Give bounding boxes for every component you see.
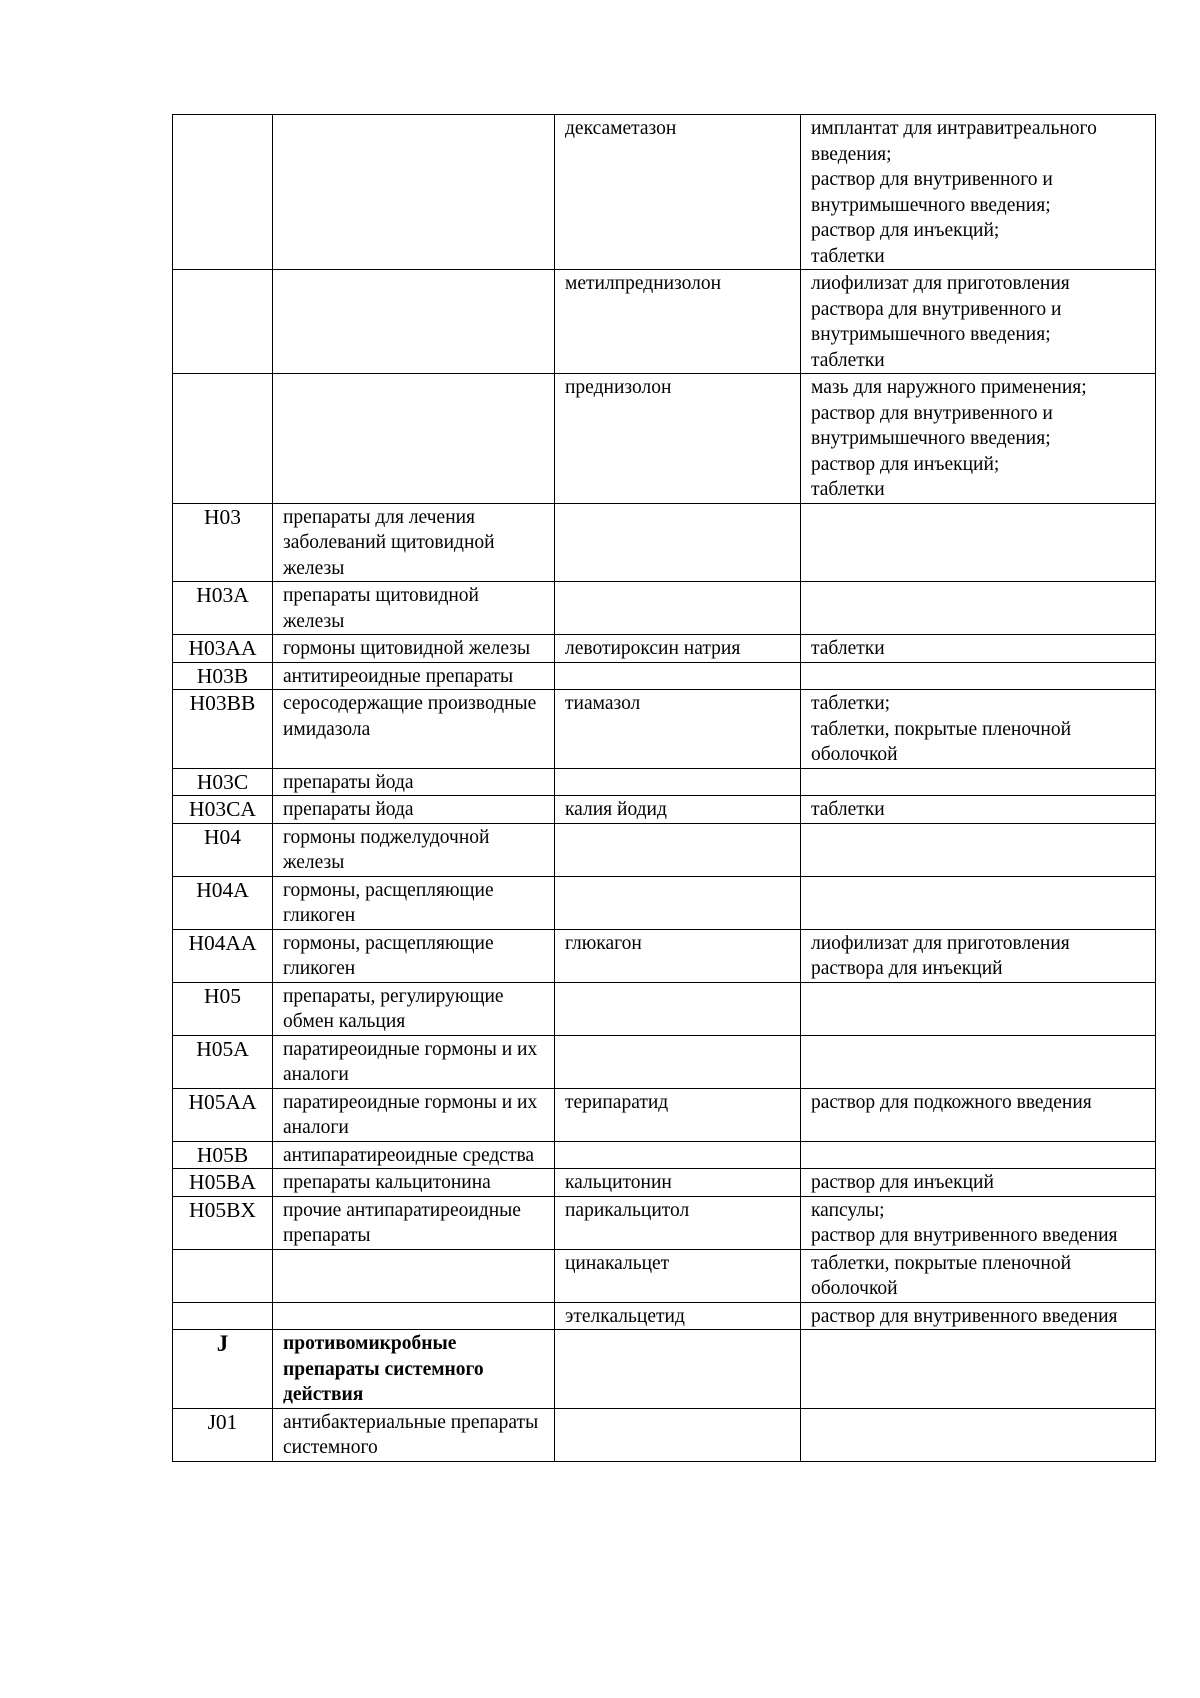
dosage-forms-cell <box>801 662 1156 690</box>
dosage-forms-cell <box>801 635 1156 663</box>
dosage-forms-cell <box>801 1330 1156 1409</box>
atc-group-cell: препараты для лечения заболеваний щитовидной железы <box>273 503 555 582</box>
drug-name-cell <box>555 503 801 582</box>
atc-code-cell: H05A <box>173 1035 273 1088</box>
atc-group-cell <box>273 1249 555 1302</box>
atc-code-cell <box>173 115 273 270</box>
dosage-forms-cell <box>801 1088 1156 1141</box>
table-row <box>173 1088 1156 1141</box>
dosage-forms-cell <box>801 1035 1156 1088</box>
atc-code-cell: H03B <box>173 662 273 690</box>
dosage-form-line: имплантат для интравитреального введения; <box>811 118 1097 165</box>
dosage-forms-cell <box>801 768 1156 796</box>
dosage-forms-cell <box>801 1169 1156 1197</box>
dosage-form-line: лиофилизат для приготовления раствора для внутривенного и внутримышечного введения; <box>811 273 1070 345</box>
atc-group-cell: паратиреоидные гормоны и их аналоги <box>273 1035 555 1088</box>
dosage-form-line: таблетки, покрытые пленочной оболочкой <box>811 1252 1072 1299</box>
drug-name-cell: кальцитонин <box>555 1169 801 1197</box>
drug-name-cell: дексаметазон <box>555 115 801 270</box>
dosage-form-line: раствор для инъекций <box>811 1172 994 1193</box>
atc-code-cell <box>173 374 273 504</box>
atc-group-cell: препараты, регулирующие обмен кальция <box>273 982 555 1035</box>
dosage-forms-cell <box>801 929 1156 982</box>
atc-group-cell: противомикробные препараты системного действия <box>273 1330 555 1409</box>
drug-name-cell <box>555 982 801 1035</box>
dosage-form-line: таблетки; <box>811 693 891 714</box>
atc-code-cell: H03BB <box>173 690 273 769</box>
table-row <box>173 582 1156 635</box>
drug-name-cell: метилпреднизолон <box>555 270 801 374</box>
atc-group-cell: препараты кальцитонина <box>273 1169 555 1197</box>
dosage-form-line: раствор для инъекций; <box>811 220 1000 241</box>
atc-group-cell: препараты йода <box>273 768 555 796</box>
atc-code-cell <box>173 270 273 374</box>
dosage-forms-cell <box>801 1141 1156 1169</box>
dosage-form-line: раствор для внутривенного введения <box>811 1225 1118 1246</box>
drug-name-cell: этелкальцетид <box>555 1302 801 1330</box>
dosage-forms-cell <box>801 823 1156 876</box>
atc-group-cell <box>273 115 555 270</box>
table-body <box>173 115 1156 1462</box>
atc-code-cell: H05B <box>173 1141 273 1169</box>
atc-code-cell: H04AA <box>173 929 273 982</box>
drug-name-cell: глюкагон <box>555 929 801 982</box>
drug-name-cell: калия йодид <box>555 796 801 824</box>
atc-code-cell: H04A <box>173 876 273 929</box>
atc-group-cell <box>273 374 555 504</box>
dosage-form-line: раствор для подкожного введения <box>811 1091 1092 1113</box>
dosage-forms-cell <box>801 982 1156 1035</box>
table-row <box>173 768 1156 796</box>
drug-name-cell: левотироксин натрия <box>555 635 801 663</box>
atc-group-cell: гормоны поджелудочной железы <box>273 823 555 876</box>
dosage-form-line: таблетки <box>811 479 885 500</box>
drug-name-cell <box>555 1330 801 1409</box>
table-row <box>173 929 1156 982</box>
table-row <box>173 662 1156 690</box>
dosage-form-line: мазь для наружного применения; <box>811 377 1087 398</box>
atc-group-cell: антибактериальные препараты системного <box>273 1408 555 1461</box>
atc-group-cell <box>273 1302 555 1330</box>
atc-group-cell <box>273 270 555 374</box>
atc-group-cell: гормоны щитовидной железы <box>273 635 555 663</box>
drug-name-cell <box>555 1408 801 1461</box>
atc-code-cell: H03A <box>173 582 273 635</box>
atc-code-cell: H03AA <box>173 635 273 663</box>
atc-group-cell: препараты йода <box>273 796 555 824</box>
dosage-forms-cell <box>801 690 1156 769</box>
atc-group-cell: препараты щитовидной железы <box>273 582 555 635</box>
atc-code-cell <box>173 1302 273 1330</box>
table-row <box>173 1196 1156 1249</box>
atc-group-cell: антитиреоидные препараты <box>273 662 555 690</box>
atc-group-cell: гормоны, расщепляющие гликоген <box>273 876 555 929</box>
table-row <box>173 796 1156 824</box>
dosage-form-line: таблетки, покрытые пленочной оболочкой <box>811 718 1072 765</box>
dosage-form-line: таблетки <box>811 349 885 371</box>
drug-list-table <box>172 114 1156 1462</box>
dosage-form-line: таблетки <box>811 638 885 659</box>
atc-code-cell: H05BA <box>173 1169 273 1197</box>
dosage-forms-cell <box>801 1249 1156 1302</box>
atc-code-cell: H04 <box>173 823 273 876</box>
drug-name-cell: преднизолон <box>555 374 801 504</box>
table-row <box>173 690 1156 769</box>
drug-name-cell: цинакальцет <box>555 1249 801 1302</box>
table-row <box>173 374 1156 504</box>
table-row <box>173 1249 1156 1302</box>
dosage-forms-cell <box>801 115 1156 270</box>
dosage-form-line: раствор для внутривенного и внутримышечного введения; <box>811 402 1053 449</box>
atc-code-cell: H05 <box>173 982 273 1035</box>
dosage-forms-cell <box>801 374 1156 504</box>
dosage-forms-cell <box>801 1196 1156 1249</box>
drug-name-cell: терипаратид <box>555 1088 801 1141</box>
dosage-forms-cell <box>801 1408 1156 1461</box>
atc-group-cell: антипаратиреоидные средства <box>273 1141 555 1169</box>
table-row <box>173 503 1156 582</box>
dosage-forms-cell <box>801 270 1156 374</box>
table-row <box>173 1302 1156 1330</box>
table-row <box>173 1408 1156 1461</box>
drug-name-cell: тиамазол <box>555 690 801 769</box>
dosage-forms-cell <box>801 876 1156 929</box>
atc-code-cell: H03CA <box>173 796 273 824</box>
atc-code-cell: J01 <box>173 1408 273 1461</box>
table-row <box>173 1330 1156 1409</box>
atc-code-cell: H03 <box>173 503 273 582</box>
drug-name-cell <box>555 876 801 929</box>
table-row <box>173 115 1156 270</box>
dosage-form-line: раствор для внутривенного введения <box>811 1305 1118 1327</box>
table-row <box>173 982 1156 1035</box>
table-row <box>173 270 1156 374</box>
table-row <box>173 876 1156 929</box>
table-row <box>173 1141 1156 1169</box>
dosage-forms-cell <box>801 1302 1156 1330</box>
atc-code-cell: H05AA <box>173 1088 273 1141</box>
dosage-form-line: раствор для инъекций; <box>811 453 1000 475</box>
drug-name-cell <box>555 1141 801 1169</box>
drug-name-cell <box>555 582 801 635</box>
drug-name-cell <box>555 768 801 796</box>
atc-code-cell: J <box>173 1330 273 1409</box>
atc-code-cell: H03C <box>173 768 273 796</box>
drug-name-cell <box>555 662 801 690</box>
dosage-form-line: раствор для внутривенного и внутримышечного введения; <box>811 169 1053 216</box>
dosage-form-line: капсулы; <box>811 1199 885 1221</box>
atc-group-cell: прочие антипаратиреоидные препараты <box>273 1196 555 1249</box>
table-row <box>173 635 1156 663</box>
atc-code-cell <box>173 1249 273 1302</box>
drug-name-cell <box>555 823 801 876</box>
dosage-forms-cell <box>801 582 1156 635</box>
drug-name-cell <box>555 1035 801 1088</box>
table-row <box>173 1035 1156 1088</box>
dosage-form-line: таблетки <box>811 245 885 267</box>
atc-code-cell: H05BX <box>173 1196 273 1249</box>
atc-group-cell: серосодержащие производные имидазола <box>273 690 555 769</box>
table-row <box>173 1169 1156 1197</box>
drug-name-cell: парикальцитол <box>555 1196 801 1249</box>
dosage-form-line: таблетки <box>811 799 885 820</box>
dosage-forms-cell <box>801 503 1156 582</box>
atc-group-cell: паратиреоидные гормоны и их аналоги <box>273 1088 555 1141</box>
atc-group-cell: гормоны, расщепляющие гликоген <box>273 929 555 982</box>
dosage-forms-cell <box>801 796 1156 824</box>
dosage-form-line: лиофилизат для приготовления раствора для инъекций <box>811 932 1070 979</box>
table-row <box>173 823 1156 876</box>
